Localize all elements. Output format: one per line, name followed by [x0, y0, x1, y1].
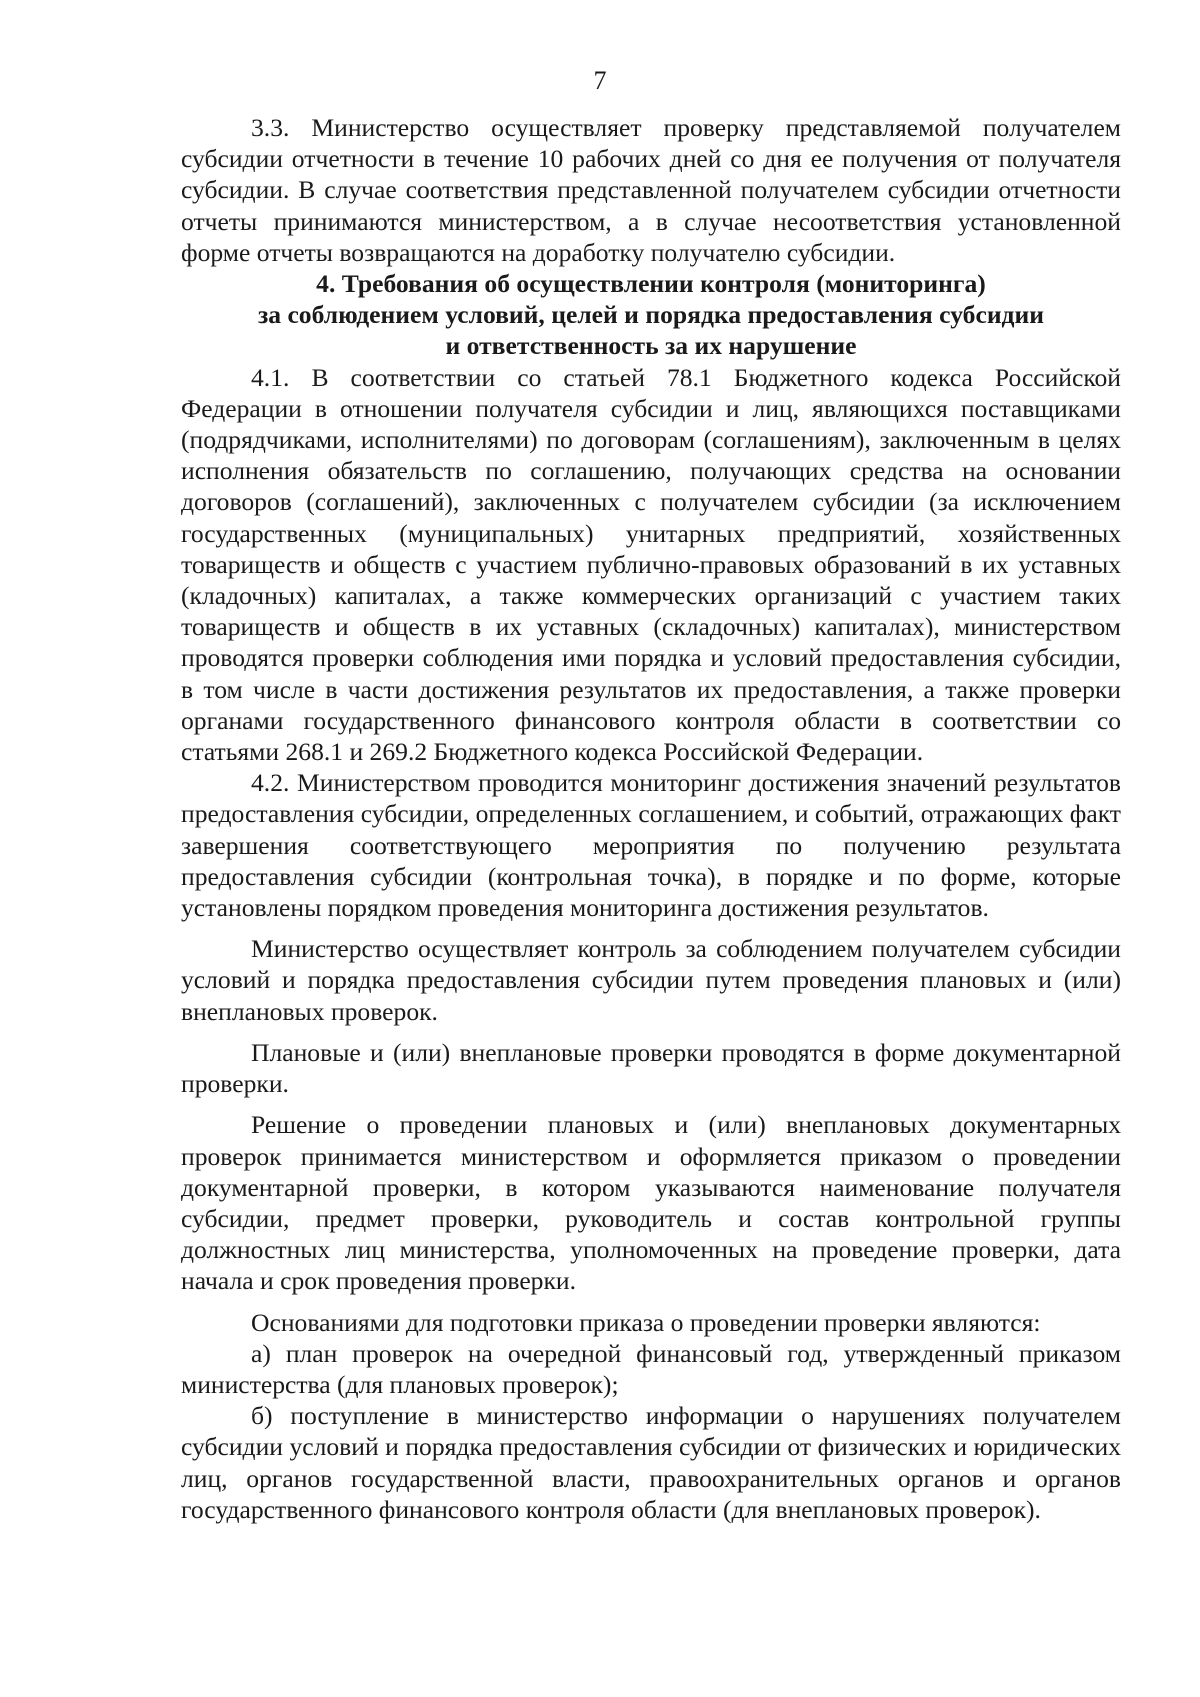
page-number: 7	[593, 66, 607, 95]
paragraph-grounds: Основаниями для подготовки приказа о проведении проверки являются:	[251, 1307, 1041, 1337]
list-item-a: а) план проверок на очередной финансовый год, утвержденный приказом министерства (для плановых проверок);	[181, 1338, 1121, 1399]
section-4-heading-line-3: и ответственность за их нарушение	[445, 331, 857, 361]
list-item-b: б) поступление в министерство информации о нарушениях получателем субсидии условий и порядка предоставления субсидии от физических и юридических лиц, органов государственной власти, правоохранительных органов и органов государственного финансового контроля области (для внеплановых проверок).	[181, 1401, 1121, 1524]
paragraph-inspection-decision: Решение о проведении плановых и (или) внеплановых документарных проверок принимается министерством и оформляется приказом о проведении документарной проверки, в котором указываются наименование получателя субсидии, предмет проверки, руководитель и состав контрольной группы должностных лиц министерства, уполномоченных на проведение проверки, дата начала и срок проведения проверки.	[181, 1110, 1121, 1296]
section-4-heading-line-1: 4. Требования об осуществлении контроля (мониторинга)	[316, 269, 986, 299]
paragraph-control: Министерство осуществляет контроль за соблюдением получателем субсидии условий и порядка предоставления субсидии путем проведения плановых и (или) внеплановых проверок.	[181, 934, 1121, 1026]
paragraph-4-1: 4.1. В соответствии со статьей 78.1 Бюджетного кодекса Российской Федерации в отношении получателя субсидии и лиц, являющихся поставщиками (подрядчиками, исполнителями) по договорам (соглашениям), заключенным в целях исполнения обязательств по соглашению, получающих средства на основании договоров (соглашений), заключенных с получателем субсидии (за исключением государственных (муниципальных) унитарных предприятий, хозяйственных товариществ и обществ с участием публично-правовых образований в их уставных (кладочных) капиталах, а также коммерческих организаций с участием таких товариществ и обществ в их уставных (складочных) капиталах), министерством проводятся проверки соблюдения ими порядка и условий предоставления субсидии, в том числе в части достижения результатов их предоставления, а также проверки органами государственного финансового контроля области в соответствии со статьями 268.1 и 269.2 Бюджетного кодекса Российской Федерации.	[181, 362, 1121, 767]
paragraph-inspection-form: Плановые и (или) внеплановые проверки проводятся в форме документарной проверки.	[181, 1037, 1121, 1099]
paragraph-4-2: 4.2. Министерством проводится мониторинг достижения значений результатов предоставления субсидии, определенных соглашением, и событий, отражающих факт завершения соответствующего мероприятия по получению результата предоставления субсидии (контрольная точка), в порядке и по форме, которые установлены порядком проведения мониторинга достижения результатов.	[181, 768, 1121, 923]
paragraph-3-3: 3.3. Министерство осуществляет проверку представляемой получателем субсидии отчетности в течение 10 рабочих дней со дня ее получения от получателя субсидии. В случае соответствия представленной получателем субсидии отчетности отчеты принимаются министерством, а в случае несоответствия установленной форме отчеты возвращаются на доработку получателю субсидии.	[181, 113, 1121, 267]
section-4-heading-line-2: за соблюдением условий, целей и порядка предоставления субсидии	[257, 300, 1045, 330]
document-body	[181, 112, 1121, 1525]
section-4-heading	[181, 268, 1121, 362]
